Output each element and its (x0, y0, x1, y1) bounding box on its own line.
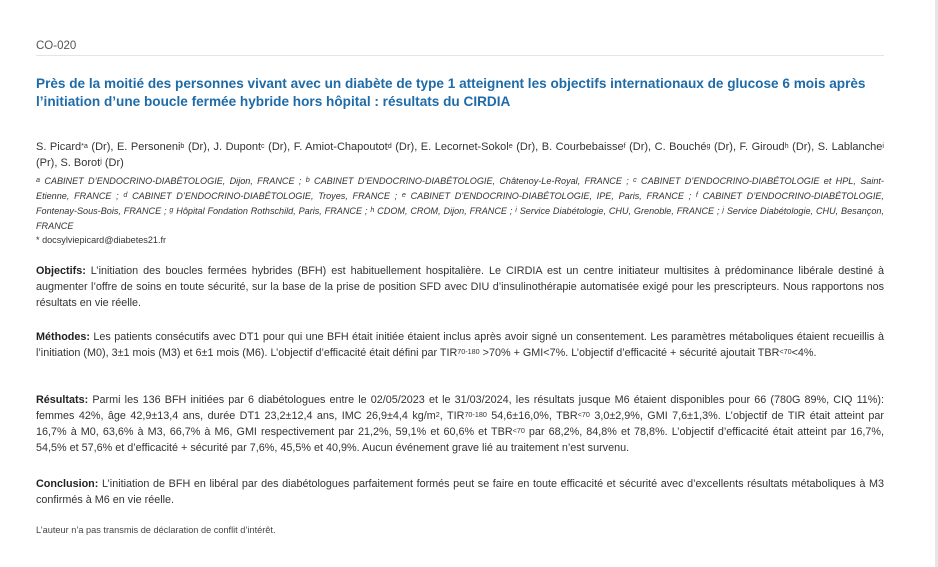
corresponding-email: * docsylviepicard@diabetes21.fr (36, 235, 167, 245)
author: E. Personeni$^b$ (Dr) (116, 140, 207, 153)
section-label: Conclusion: (36, 478, 99, 490)
affiliation: $^e$ CABINET D’ENDOCRINO-DIABÉTOLOGIE, IPE, Paris, FRANCE (401, 189, 684, 201)
section-text: L’initiation des boucles fermées hybrides (BFH) est habituellement hospitalière. Le CIRDIA est un centre initiateur multisites à prédominance libérale destiné à augmenter l’offre de soins en toute sécurité, sur la base de la prise de position SFD avec DIU d’insulinothérapie automatisée exigé pour les prescripteurs. Nous rapportons nos résultats en vie réelle. (36, 265, 884, 309)
author: S. Borot$^j$ (Dr) (60, 156, 124, 169)
header-divider (36, 55, 884, 56)
affiliation: $^a$ CABINET D’ENDOCRINO-DIABÉTOLOGIE, Dijon, FRANCE (36, 174, 295, 186)
abstract-code: CO-020 (36, 40, 77, 52)
affiliation: $^b$ CABINET D’ENDOCRINO-DIABÉTOLOGIE, Châtenoy-Le-Royal, FRANCE (305, 174, 622, 186)
conflict-statement: L’auteur n’a pas transmis de déclaration de conflit d’intérêt. (36, 525, 276, 535)
author: C. Bouché$^g$ (Dr) (654, 140, 733, 153)
abstract-title: Près de la moitié des personnes vivant avec un diabète de type 1 atteignent les objectifs internationaux de glucose 6 mois après l’initiation d’une boucle fermée hybride hors hôpital : résultats du CIRDIA (36, 76, 866, 109)
author: F. Giroud$^h$ (Dr) (739, 140, 812, 153)
affiliation: $^h$ CDOM, CROM, Dijon, FRANCE (370, 204, 508, 216)
author: E. Lecornet-Sokol$^e$ (Dr) (420, 140, 536, 153)
section-label: Méthodes: (36, 331, 90, 343)
section-resultats: Résultats: Parmi les 136 BFH initiées par 6 diabétologues entre le 02/05/2023 et le 31/03/2024, les résultats jusque M6 étaient disponibles pour 66 (780G 89%, CIQ 11%): femmes 42%, âge 42,9±13,4 ans, durée DT1 23,2±12,4 ans, IMC 26,9±4,4 $kg/m^2$, TIR$^{70-180}$ 54,6±16,0%, $TBR^{<70}$ 3,0±2,9%, GMI 7,6±1,3%. L’objectif de TIR était atteint par 16,7% à M0, 63,6% à M3, 66,7% à M6, GMI respectivement par 21,2%, 59,1% et 60,6% et $TBR^{<70}$ par 68,2%, 84,8% et 78,8%. L’objectif d’efficacité était atteint par 16,7%, 54,5% et 57,6% et d’efficacité + sécurité par 7,6%, 45,5% et 40,9%. Aucun événement grave lié au traitement n’est survenu. (36, 394, 885, 454)
section-conclusion (36, 476, 884, 508)
author: S. Picard$^{*a}$ (Dr) (36, 140, 111, 153)
affiliation: $^j$ Service Diabétologie, CHU, Besançon, FRANCE (36, 204, 884, 231)
affiliation: $^g$ Hôpital Fondation Rothschild, Paris, FRANCE (169, 204, 363, 216)
author: S. Lablanche$^i$ (Pr) (36, 140, 884, 169)
author: F. Amiot-Chapoutot$^d$ (Dr) (293, 140, 415, 153)
affiliation: $^i$ Service Diabétologie, CHU, Grenoble, FRANCE (515, 204, 715, 216)
section-label: Résultats: (36, 394, 89, 406)
author-list: S. Picard$^{*a}$ (Dr), E. Personeni$^b$ (Dr), J. Dupont$^c$ (Dr), F. Amiot-Chapoutot$^d$ (Dr), E. Lecornet-Sokol$^e$ (Dr), B. Courbebaisse$^f$ (Dr), C. Bouché$^g$ (Dr), F. Giroud$^h$ (Dr), S. Lablanche$^i$ (Pr), S. Borot$^j$ (Dr) (36, 140, 884, 169)
affiliation: $^d$ CABINET D’ENDOCRINO-DIABÉTOLOGIE, Troyes, FRANCE (123, 189, 390, 201)
section-methodes: Méthodes: Les patients consécutifs avec DT1 pour qui une BFH était initiée étaient inclus après avoir signé un consentement. Les paramètres métaboliques étaient recueillis à l’initiation (M0), 3±1 mois (M3) et 6±1 mois (M6). L’objectif d’efficacité était défini par $TIR^{70-180} >70\% + GMI<7\%$. L’objectif d’efficacité + sécurité ajoutait $TBR^{<70}<4\%$. (36, 331, 884, 359)
section-text: L’initiation de BFH en libéral par des diabétologues parfaitement formés peut se faire en toute efficacité et sécurité avec d’excellents résultats métaboliques à M3 confirmés à M6 en vie réelle. (36, 478, 884, 506)
section-objectifs (36, 263, 884, 311)
affiliation: $^f$ CABINET D’ENDOCRINO-DIABÉTOLOGIE, Fontenay-Sous-Bois, FRANCE (36, 189, 884, 216)
author: B. Courbebaisse$^f$ (Dr) (541, 140, 649, 153)
author: J. Dupont$^c$ (Dr) (213, 140, 288, 153)
affiliation-list: $^a$ CABINET D’ENDOCRINO-DIABÉTOLOGIE, Dijon, FRANCE ; $^b$ CABINET D’ENDOCRINO-DIABÉTOLOGIE, Châtenoy-Le-Royal, FRANCE ; $^c$ CABINET D’ENDOCRINO-DIABÉTOLOGIE et HPL, Saint-Etienne, FRANCE ; $^d$ CABINET D’ENDOCRINO-DIABÉTOLOGIE, Troyes, FRANCE ; $^e$ CABINET D’ENDOCRINO-DIABÉTOLOGIE, IPE, Paris, FRANCE ; $^f$ CABINET D’ENDOCRINO-DIABÉTOLOGIE, Fontenay-Sous-Bois, FRANCE ; $^g$ Hôpital Fondation Rothschild, Paris, FRANCE ; $^h$ CDOM, CROM, Dijon, FRANCE ; $^i$ Service Diabétologie, CHU, Grenoble, FRANCE ; $^j$ Service Diabétologie, CHU, Besançon, FRANCE (36, 174, 884, 231)
section-label: Objectifs: (36, 265, 86, 277)
affiliation: $^c$ CABINET D’ENDOCRINO-DIABÉTOLOGIE et HPL, Saint-Etienne, FRANCE (36, 174, 884, 201)
